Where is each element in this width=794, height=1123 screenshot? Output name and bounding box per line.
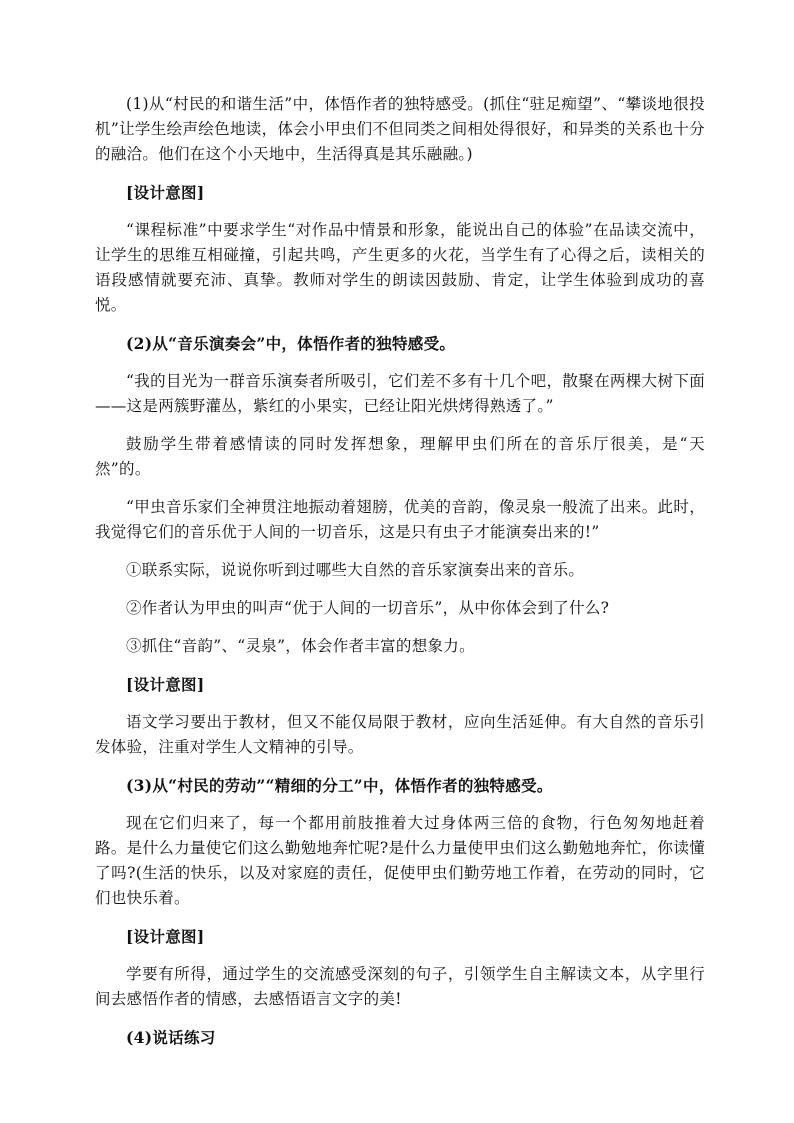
list-item-question-2: ②作者认为甲虫的叫声“优于人间的一切音乐”，从中你体会到了什么? bbox=[126, 599, 610, 617]
list-item-question-3: ③抓住“音韵”、“灵泉”，体会作者丰富的想象力。 bbox=[126, 637, 475, 655]
paragraph-encourage-reading: 鼓励学生带着感情读的同时发挥想象，理解甲虫们所在的音乐厅很美，是“天然”的。 bbox=[95, 435, 705, 478]
heading-speaking-practice: (4)说话练习 bbox=[126, 1028, 216, 1047]
heading-music-concert: (2)从“音乐演奏会”中，体悟作者的独特感受。 bbox=[126, 334, 456, 353]
paragraph-quote-beetle-music: “甲虫音乐家们全神贯注地振动着翅膀，优美的音韵，像灵泉一般流了出来。此时，我觉得它们的音乐优于人间的一切音乐，这是只有虫子才能演奏出来的!” bbox=[95, 498, 705, 541]
paragraph-quote-musicians: “我的目光为一群音乐演奏者所吸引，它们差不多有十几个吧，散聚在两棵大树下面——这是两簇野灌丛，紫红的小果实，已经让阳光烘烤得熟透了。” bbox=[95, 372, 705, 415]
paragraph-curriculum-standard: “课程标准”中要求学生“对作品中情景和形象，能说出自己的体验”在品读交流中，让学生的思维互相碰撞，引起共鸣，产生更多的火花，当学生有了心得之后，读相关的语段感情就要充沛、真挚。教师对学生的朗读因鼓励、肯定，让学生体验到成功的喜悦。 bbox=[95, 221, 705, 314]
heading-design-intent: [设计意图] bbox=[126, 183, 205, 202]
paragraph-village-harmony: (1)从“村民的和谐生活”中，体悟作者的独特感受。(抓住“驻足痴望”、“攀谈地很投机”让学生绘声绘色地读，体会小甲虫们不但同类之间相处得很好，和异类的关系也十分的融洽。他们在这个小天地中，生活得真是其乐融融。) bbox=[95, 95, 705, 163]
paragraph-learning-gains: 学要有所得，通过学生的交流感受深刻的句子，引领学生自主解读文本，从字里行间去感悟作者的情感，去感悟语言文字的美! bbox=[95, 965, 705, 1008]
paragraph-beetles-return: 现在它们归来了，每一个都用前肢推着大过身体两三倍的食物，行色匆匆地赶着路。是什么力量使它们这么勤勉地奔忙呢?是什么力量使甲虫们这么勤勉地奔忙，你读懂了吗?(生活的快乐，以及对家庭的责任，促使甲虫们勤劳地工作着，在劳动的同时，它们也快乐着。 bbox=[95, 814, 705, 907]
heading-village-labor: (3)从“村民的劳动”“精细的分工”中，体悟作者的独特感受。 bbox=[126, 776, 553, 795]
heading-design-intent: [设计意图] bbox=[126, 675, 205, 694]
heading-design-intent: [设计意图] bbox=[126, 927, 205, 946]
list-item-question-1: ①联系实际，说说你听到过哪些大自然的音乐家演奏出来的音乐。 bbox=[126, 561, 585, 579]
paragraph-language-learning: 语文学习要出于教材，但又不能仅局限于教材，应向生活延伸。有大自然的音乐引发体验，注重对学生人文精神的引导。 bbox=[95, 713, 705, 756]
document-page bbox=[95, 92, 705, 1063]
